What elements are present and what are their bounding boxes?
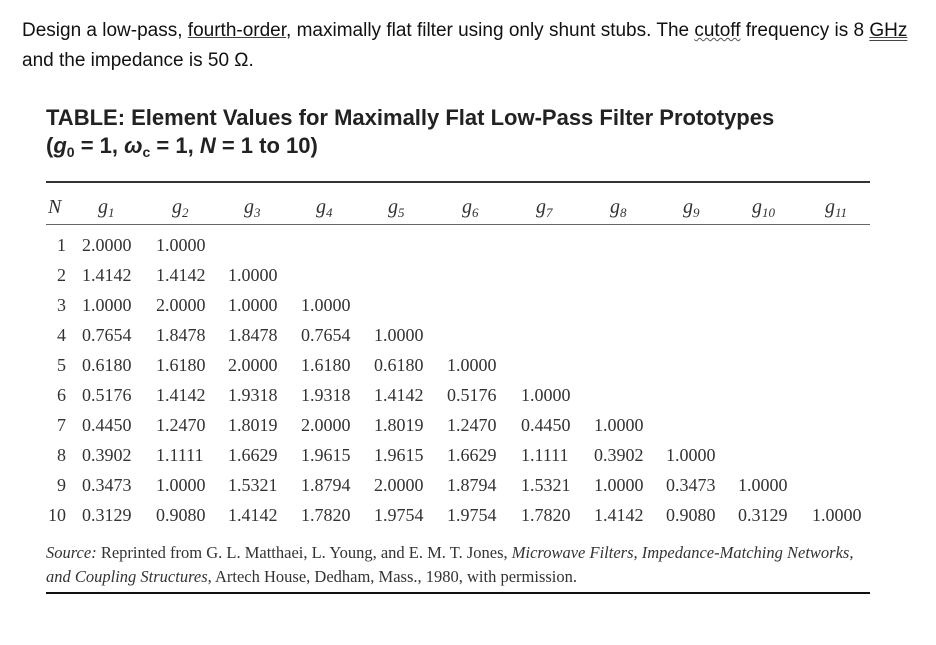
header-g3	[244, 196, 261, 221]
problem-text-4: and the impedance is 50 Ω.	[22, 50, 254, 71]
header-g9	[683, 196, 700, 221]
table-cell: 0.3902	[82, 445, 132, 465]
header-g6	[462, 196, 479, 221]
title-eq-3: = 1 to 10)	[215, 133, 318, 158]
table-cell: 1.4142	[228, 505, 278, 525]
table-cell: 0.6180	[82, 355, 132, 375]
table-title-line-2	[46, 132, 774, 166]
source-text-1: Reprinted from G. L. Matthaei, L. Young, and E. M. T. Jones,	[96, 543, 512, 562]
table-cell: 0.3902	[594, 445, 644, 465]
table-cell: 1.1111	[521, 445, 569, 465]
table-cell: 1.6180	[156, 355, 206, 375]
table-cell: 1.8019	[374, 415, 424, 435]
row-n-cell: 9	[57, 475, 66, 495]
row-n-cell: 7	[57, 415, 66, 435]
table-cell: 1.8794	[447, 475, 497, 495]
problem-fourth-order: fourth-order	[187, 20, 287, 41]
title-eq-2: = 1,	[150, 133, 200, 158]
row-n-cell: 6	[57, 385, 66, 405]
title-eq-1: = 1,	[74, 133, 125, 158]
table-cell: 1.8478	[156, 325, 206, 345]
title-paren: (	[46, 133, 54, 158]
table-cell: 1.7820	[521, 505, 571, 525]
table-cell: 1.9318	[228, 385, 278, 405]
table-cell: 0.3473	[666, 475, 716, 495]
row-n-cell: 3	[57, 295, 66, 315]
header-g2	[172, 196, 189, 221]
header-g-letter: g	[462, 196, 472, 218]
table-cell: 2.0000	[301, 415, 351, 435]
table-cell: 0.9080	[156, 505, 206, 525]
table-cell: 1.9318	[301, 385, 351, 405]
table-cell: 1.4142	[82, 265, 132, 285]
title-g: g	[53, 133, 67, 158]
table-cell: 0.3129	[738, 505, 788, 525]
table-cell: 1.6629	[447, 445, 497, 465]
header-n: N	[48, 196, 62, 218]
source-text-2: , Artech House, Dedham, Mass., 1980, with permission.	[207, 567, 578, 586]
table-cell: 1.6180	[301, 355, 351, 375]
header-g-sub: 2	[182, 205, 189, 220]
table-cell: 1.0000	[82, 295, 132, 315]
table-cell: 1.4142	[374, 385, 424, 405]
header-g-sub: 1	[108, 205, 115, 220]
header-g11	[825, 196, 847, 221]
table-cell: 0.4450	[82, 415, 132, 435]
problem-text-2: , maximally flat filter using only shunt stubs. The	[286, 20, 695, 41]
header-g7	[536, 196, 553, 221]
problem-text-1: Design a low-pass,	[22, 20, 188, 41]
table-cell: 1.5321	[521, 475, 571, 495]
row-n-cell: 10	[48, 505, 66, 525]
header-g1	[98, 196, 115, 221]
header-g-sub: 9	[693, 205, 700, 220]
table-cell: 0.5176	[82, 385, 132, 405]
header-g-sub: 11	[835, 205, 848, 220]
table-header-rule	[46, 224, 870, 225]
header-g4	[316, 196, 333, 221]
header-g-sub: 10	[762, 205, 775, 220]
table-title	[46, 104, 774, 166]
title-g-sub: 0	[66, 144, 75, 160]
table-cell: 1.8019	[228, 415, 278, 435]
table-cell: 1.8794	[301, 475, 351, 495]
table-cell: 1.9754	[447, 505, 497, 525]
header-g5	[388, 196, 405, 221]
title-omega: ω	[124, 133, 143, 158]
table-cell: 0.4450	[521, 415, 571, 435]
header-g-letter: g	[610, 196, 620, 218]
table-cell: 2.0000	[374, 475, 424, 495]
table-cell: 1.0000	[738, 475, 788, 495]
header-g-sub: 4	[326, 205, 333, 220]
header-g-letter: g	[172, 196, 182, 218]
table-cell: 1.2470	[447, 415, 497, 435]
table-cell: 0.7654	[301, 325, 351, 345]
header-g-letter: g	[98, 196, 108, 218]
header-g-sub: 5	[398, 205, 405, 220]
table-cell: 1.4142	[156, 385, 206, 405]
header-g-sub: 8	[620, 205, 627, 220]
table-cell: 1.4142	[594, 505, 644, 525]
row-n-cell: 2	[57, 265, 66, 285]
header-g-letter: g	[683, 196, 693, 218]
problem-text-3: frequency is 8	[740, 20, 870, 41]
table-cell: 1.8478	[228, 325, 278, 345]
table-cell: 1.0000	[666, 445, 716, 465]
table-cell: 2.0000	[156, 295, 206, 315]
header-g-letter: g	[316, 196, 326, 218]
table-cell: 1.0000	[594, 415, 644, 435]
table-cell: 1.9615	[301, 445, 351, 465]
header-g-sub: 6	[472, 205, 479, 220]
problem-ghz: GHz	[869, 20, 908, 41]
table-cell: 1.0000	[447, 355, 497, 375]
title-n: N	[199, 133, 216, 158]
table-cell: 1.0000	[156, 235, 206, 255]
table-source-note	[46, 541, 876, 589]
header-g-sub: 3	[254, 205, 261, 220]
row-n-cell: 5	[57, 355, 66, 375]
table-cell: 1.2470	[156, 415, 206, 435]
problem-statement	[22, 16, 927, 76]
table-cell: 1.6629	[228, 445, 278, 465]
table-bottom-rule	[46, 592, 870, 594]
header-g8	[610, 196, 627, 221]
table-title-line-1: TABLE: Element Values for Maximally Flat Low-Pass Filter Prototypes	[46, 105, 775, 130]
table-cell: 1.0000	[156, 475, 206, 495]
header-g-letter: g	[825, 196, 835, 218]
table-cell: 1.7820	[301, 505, 351, 525]
table-cell: 1.9615	[374, 445, 424, 465]
table-cell: 1.9754	[374, 505, 424, 525]
table-cell: 2.0000	[228, 355, 278, 375]
table-cell: 1.0000	[228, 295, 278, 315]
table-cell: 1.0000	[812, 505, 862, 525]
header-g-letter: g	[244, 196, 254, 218]
table-cell: 2.0000	[82, 235, 132, 255]
table-cell: 1.0000	[228, 265, 278, 285]
table-cell: 1.0000	[374, 325, 424, 345]
table-cell: 0.5176	[447, 385, 497, 405]
problem-cutoff: cutoff	[694, 20, 741, 41]
table-cell: 0.9080	[666, 505, 716, 525]
table-cell: 0.6180	[374, 355, 424, 375]
source-book-title: Microwave Filters, Impedance-Matching Networks, and Coupling Structures	[46, 543, 854, 586]
table-cell: 1.0000	[594, 475, 644, 495]
table-cell: 1.0000	[301, 295, 351, 315]
title-omega-sub: c	[142, 144, 151, 160]
header-g-letter: g	[536, 196, 546, 218]
table-top-rule	[46, 181, 870, 183]
table-cell: 0.3473	[82, 475, 132, 495]
table-cell: 0.7654	[82, 325, 132, 345]
row-n-cell: 1	[57, 235, 66, 255]
header-g-letter: g	[752, 196, 762, 218]
source-label: Source:	[46, 543, 97, 562]
header-g-letter: g	[388, 196, 398, 218]
row-n-cell: 8	[57, 445, 66, 465]
table-cell: 1.4142	[156, 265, 206, 285]
table-cell: 1.5321	[228, 475, 278, 495]
table-cell: 0.3129	[82, 505, 132, 525]
table-cell: 1.1111	[156, 445, 204, 465]
header-g-sub: 7	[546, 205, 553, 220]
table-cell: 1.0000	[521, 385, 571, 405]
row-n-cell: 4	[57, 325, 66, 345]
header-g10	[752, 196, 775, 221]
